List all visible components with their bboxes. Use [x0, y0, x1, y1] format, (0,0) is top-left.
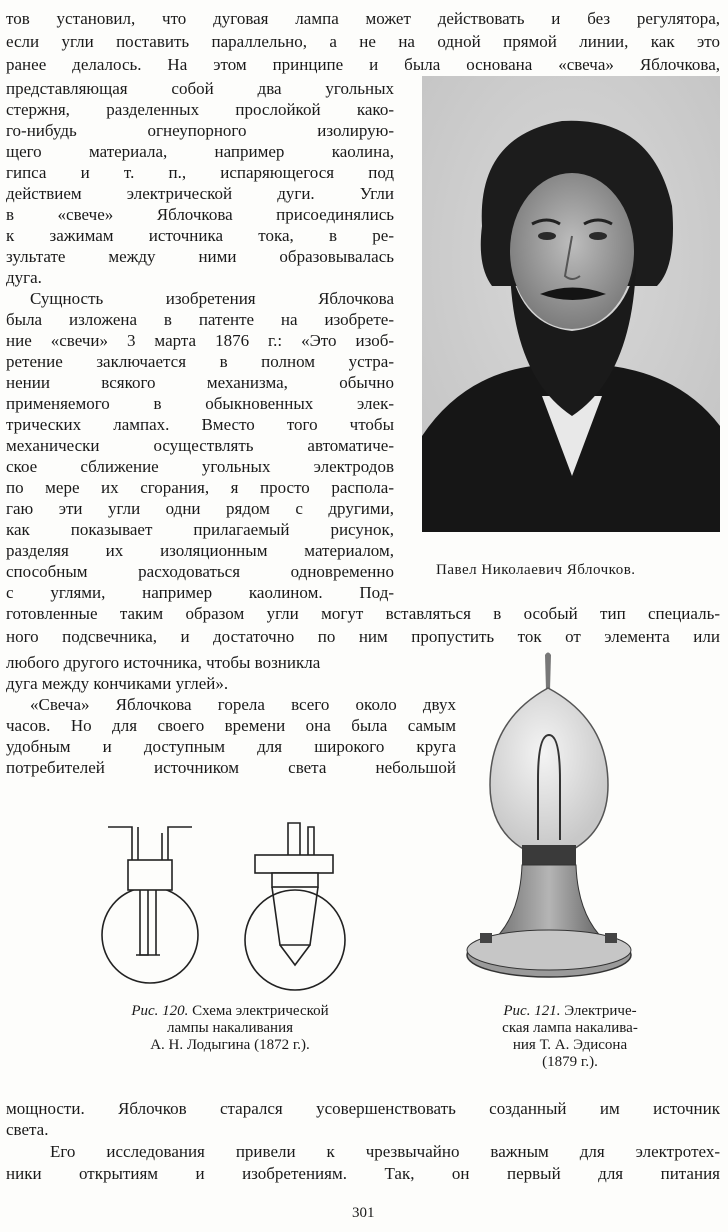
text-line: го-нибудь огнеупорного изолирую-: [6, 121, 394, 140]
figure-120-caption: [90, 1003, 370, 1054]
text-line: к зажимам источника тока, в ре-: [6, 226, 394, 245]
text-line: механически осуществлять автоматиче-: [6, 436, 394, 455]
text-line: стержня, разделенных прослойкой како-: [6, 100, 394, 119]
text-line: трических лампах. Вместо того чтобы: [6, 415, 394, 434]
text-line: «Свеча» Яблочкова горела всего около двух: [30, 695, 456, 714]
text-line: если угли поставить параллельно, а не на одной прямой линии, как это: [6, 32, 720, 51]
text-line: щего материала, например каолина,: [6, 142, 394, 161]
portrait-image: [422, 76, 720, 532]
text-line: ного подсвечника, и достаточно по ним пропустить ток от элемента или: [6, 627, 720, 646]
page-number: 301: [352, 1205, 375, 1221]
caption-text: Схема электрической: [192, 1003, 329, 1019]
text-line: света.: [6, 1120, 49, 1139]
text-line: действием электрической дуги. Угли: [6, 184, 394, 203]
text-line: мощности. Яблочков старался усовершенствовать созданный им источник: [6, 1099, 720, 1118]
caption-text: ния Т. А. Эдисона: [512, 1037, 628, 1053]
text-line: представляющая собой два угольных: [6, 79, 394, 98]
text-line: зультате между ними образовывалась: [6, 247, 394, 266]
text-line: ретение заключается в полном устра-: [6, 352, 394, 371]
text-line: ние «свечи» 3 марта 1876 г.: «Это изоб-: [6, 331, 394, 350]
figure-label: Рис. 120.: [131, 1003, 189, 1019]
text-line: потребителей источником света небольшой: [6, 758, 456, 777]
edison-lamp-drawing: [460, 650, 645, 990]
text-line: тов установил, что дуговая лампа может действовать и без регулятора,: [6, 9, 720, 28]
text-line: нении всякого механизма, обычно: [6, 373, 394, 392]
text-line: в «свече» Яблочкова присоединялись: [6, 205, 394, 224]
figure-label: Рис. 121.: [503, 1003, 561, 1019]
lodygin-lamp-drawing: [100, 815, 360, 1000]
text-line: Его исследования привели к чрезвычайно важным для электротех-: [50, 1142, 720, 1161]
text-line: способным расходоваться одновременно: [6, 562, 394, 581]
portrait-caption: Павел Николаевич Яблочков.: [436, 562, 636, 578]
text-line: ское сближение угольных электродов: [6, 457, 394, 476]
text-line: удобным и доступным для широкого круга: [6, 737, 456, 756]
text-line: с углями, например каолином. Под-: [6, 583, 394, 602]
text-line: часов. Но для своего времени она была самым: [6, 716, 456, 735]
text-line: ники открытиям и изобретениям. Так, он первый для питания: [6, 1164, 720, 1183]
caption-text: ская лампа накалива-: [502, 1020, 638, 1036]
text-line: любого другого источника, чтобы возникла: [6, 653, 321, 672]
caption-text: (1879 г.).: [542, 1054, 598, 1070]
text-line: гаю эти угли одни рядом с другими,: [6, 499, 394, 518]
narrow-column: [6, 652, 456, 778]
text-line: гипса и т. п., испаряющегося под: [6, 163, 394, 182]
text-line: разделяя их изоляционным материалом,: [6, 541, 394, 560]
text-line: была изложена в патенте на изобрете-: [6, 310, 394, 329]
figure-121-caption: [470, 1003, 670, 1071]
text-line: ранее делалось. На этом принципе и была основана «свеча» Яблочкова,: [6, 55, 720, 74]
text-line: Сущность изобретения Яблочкова: [30, 289, 394, 308]
left-column: [6, 78, 394, 603]
text-line: дуга между кончиками углей».: [6, 674, 229, 693]
caption-text: Электриче-: [564, 1003, 637, 1019]
text-line: применяемого в обыкновенных элек-: [6, 394, 394, 413]
text-line: дуга.: [6, 268, 42, 287]
caption-text: лампы накаливания: [166, 1020, 294, 1036]
text-line: готовленные таким образом угли могут вставляться в особый тип специаль-: [6, 604, 720, 623]
text-line: как показывает прилагаемый рисунок,: [6, 520, 394, 539]
text-line: по мере их сгорания, я просто распола-: [6, 478, 394, 497]
caption-text: А. Н. Лодыгина (1872 г.).: [150, 1037, 310, 1053]
